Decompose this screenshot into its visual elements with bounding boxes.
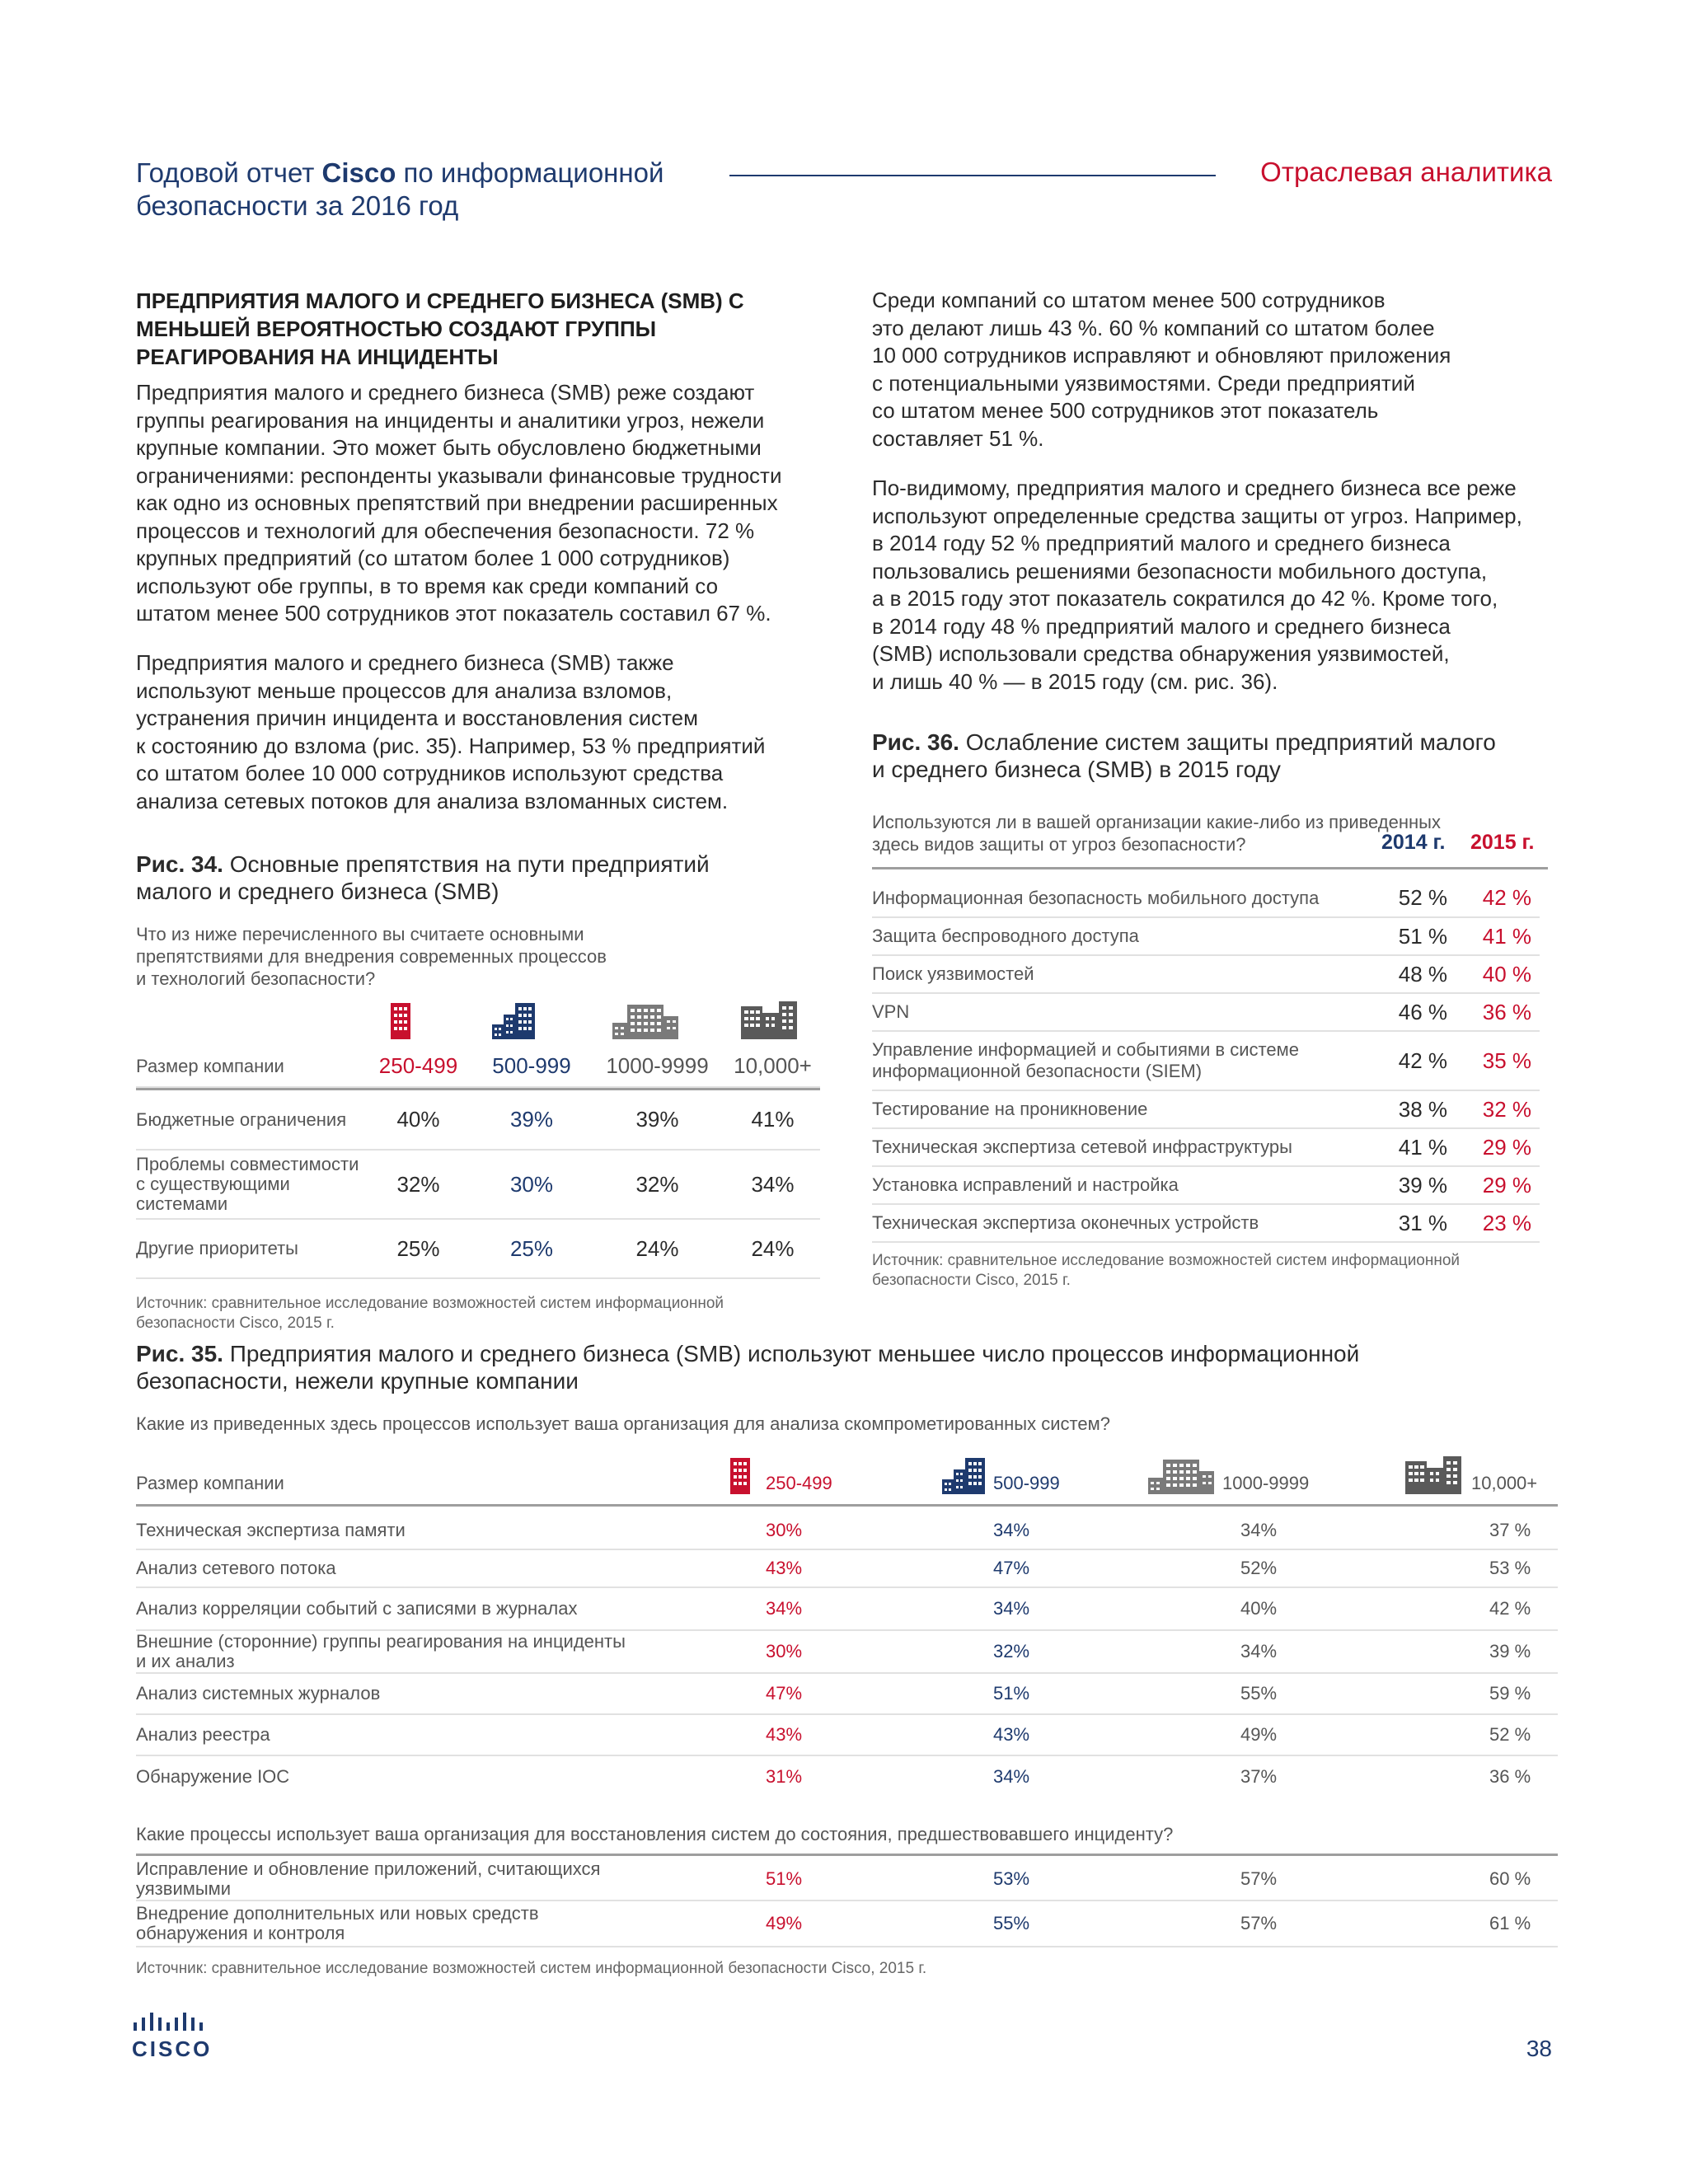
fig35-title — [136, 1340, 1558, 1394]
cell-value: 34% — [993, 1511, 1240, 1549]
row-label: Внешние (сторонние) группы реагирования на инциденты и их анализ — [136, 1630, 766, 1673]
left-paragraph-1: Предприятия малого и среднего бизнеса (SMB) реже создают группы реагирования на инциденты и аналитики угроз, нежели крупные компании. Это может быть обусловлено бюджетными ограничениями: респонденты указывали финансовые трудности как одно из основных препятствий при внедрении расширенных процессов и технологий для обеспечения безопасности. 72 % крупных предприятий (со штатом более 1 000 сотрудников) используют обе группы, в то время как среди компаний со штатом менее 500 сотрудников этот показатель составил 67 %. — [136, 380, 782, 626]
cell-value: 32% — [589, 1150, 725, 1219]
row-label: Анализ реестра — [136, 1714, 766, 1755]
row-label: Проблемы совместимости с существующими системами — [136, 1150, 363, 1219]
cell-value: 47% — [766, 1673, 993, 1714]
row-label: Обнаружение IOC — [136, 1765, 290, 1787]
fig34-number: Рис. 34. — [136, 851, 223, 877]
cisco-logo-text: CISCO — [132, 2036, 213, 2061]
row-label: Техническая экспертиза памяти — [136, 1511, 766, 1549]
cell-value: 53% — [993, 1858, 1240, 1900]
section-title: Отраслевая аналитика — [1260, 157, 1552, 187]
cell-value: 32% — [363, 1150, 474, 1219]
row-label: Техническая экспертиза оконечных устройств — [872, 1204, 1375, 1242]
table-row — [872, 1090, 1540, 1128]
value-2014: 48 % — [1375, 955, 1457, 993]
fig34-header-row — [136, 1046, 820, 1087]
table-row — [872, 1128, 1540, 1166]
fig34-col-1000-9999: 1000-9999 — [589, 1046, 725, 1087]
fig36-title — [872, 729, 1548, 783]
row-label: Внедрение дополнительных или новых средств обнаружения и контроля — [136, 1900, 766, 1947]
fig34-size-label: Размер компании — [136, 1046, 363, 1087]
fig35-header-rule — [136, 1504, 1558, 1507]
value-2015: 41 % — [1457, 917, 1540, 955]
cell-value: 39 % — [1489, 1630, 1558, 1673]
right-paragraph-2: По-видимому, предприятия малого и среднего бизнеса все реже используют определенные средства защиты от угроз. Например, в 2014 году 52 % предприятий малого и среднего бизнеса пользовались решениями безопасности мобильного доступа, а в 2015 году этот показатель сократился до 42 %. Кроме того, в 2014 году 48 % предприятий малого и среднего бизнеса (SMB) использовали средства обнаружения уязвимостей, и лишь 40 % — в 2015 году (см. рис. 36). — [872, 476, 1522, 694]
cell-value: 49% — [766, 1900, 993, 1947]
fig34-title-line1: Основные препятствия на пути предприятий — [223, 851, 710, 877]
fig36-question: Используются ли в вашей организации какие-либо из приведенных здесь видов защиты от угроз безопасности? — [872, 812, 1441, 855]
building-medium-icon — [942, 1458, 985, 1494]
fig36-source: Источник: сравнительное исследование возможностей систем информационной безопасности Cisco, 2015 г. — [872, 1252, 1461, 1289]
row-label: Техническая экспертиза сетевой инфраструктуры — [872, 1128, 1375, 1166]
title-brand: Cisco — [321, 157, 396, 188]
cell-value: 60 % — [1489, 1858, 1558, 1900]
header-divider — [729, 175, 1216, 176]
cell-value: 39% — [474, 1090, 589, 1150]
cell-value: 47% — [993, 1549, 1240, 1587]
fig35-question-2: Какие процессы использует ваша организация для восстановления систем до состояния, предшествовавшего инциденту? — [136, 1824, 1174, 1844]
table-row — [136, 1511, 1558, 1549]
cell-value: 31% — [766, 1765, 803, 1787]
value-2015: 40 % — [1457, 955, 1540, 993]
left-paragraph-2: Предприятия малого и среднего бизнеса (SMB) также используют меньше процессов для анализа взломов, устранения причин инцидента и восстановления систем к состоянию до взлома (рис. 35). Например, 53 % предприятий со штатом более 10 000 сотрудников используют средства анализа сетевых потоков для анализа взломанных систем. — [136, 650, 766, 813]
value-2015: 36 % — [1457, 993, 1540, 1031]
fig35-table-2 — [136, 1858, 1558, 1947]
cell-value: 51% — [766, 1858, 993, 1900]
title-text-2: по информационной — [396, 157, 664, 188]
value-2015: 35 % — [1457, 1031, 1540, 1090]
fig34-col-250-499: 250-499 — [363, 1046, 474, 1087]
fig35-question-1: Какие из приведенных здесь процессов использует ваша организация для анализа скомпрометированных систем? — [136, 1413, 1110, 1434]
cell-value: 39% — [589, 1090, 725, 1150]
value-2014: 41 % — [1375, 1128, 1457, 1166]
cell-value: 53 % — [1489, 1549, 1558, 1587]
table-row — [136, 1630, 1558, 1673]
cell-value: 36 % — [1489, 1765, 1531, 1787]
row-label: Исправление и обновление приложений, считающихся уязвимыми — [136, 1858, 766, 1900]
cell-value: 34% — [993, 1587, 1240, 1630]
fig35-title-line1: Предприятия малого и среднего бизнеса (SMB) используют меньшее число процессов информационной — [223, 1341, 1360, 1366]
cell-value: 34% — [993, 1765, 1030, 1787]
fig36-table — [872, 879, 1540, 1243]
table-row — [136, 1714, 1558, 1755]
row-label: Информационная безопасность мобильного доступа — [872, 879, 1375, 917]
cell-value: 52 % — [1489, 1714, 1558, 1755]
table-row — [872, 1204, 1540, 1242]
cell-value: 55% — [1240, 1673, 1489, 1714]
value-2014: 51 % — [1375, 917, 1457, 955]
cell-value: 59 % — [1489, 1673, 1558, 1714]
fig34-col-10000: 10,000+ — [725, 1046, 820, 1087]
fig34 — [136, 851, 845, 1333]
fig35 — [136, 1340, 1558, 1979]
cell-value: 51% — [993, 1673, 1240, 1714]
cisco-bridge-icon — [132, 2011, 211, 2032]
building-xlarge-icon — [1405, 1456, 1461, 1494]
cell-value: 40% — [363, 1090, 474, 1150]
value-2015: 42 % — [1457, 879, 1540, 917]
cell-value: 32% — [993, 1630, 1240, 1673]
value-2014: 31 % — [1375, 1204, 1457, 1242]
table-row — [872, 955, 1540, 993]
fig34-question: Что из ниже перечисленного вы считаете основными препятствиями для внедрения современных процессов и технологий безопасности? — [136, 924, 607, 989]
building-xlarge-icon — [741, 1001, 797, 1039]
fig35-size-label: Размер компании — [136, 1473, 284, 1493]
cell-value: 34% — [725, 1150, 820, 1219]
cell-value: 37 % — [1489, 1511, 1558, 1549]
table-row — [136, 1587, 1558, 1630]
value-2014: 39 % — [1375, 1166, 1457, 1204]
cell-value: 61 % — [1489, 1900, 1558, 1947]
fig36-number: Рис. 36. — [872, 729, 959, 755]
fig35-col-250-499: 250-499 — [766, 1473, 832, 1493]
fig35-col-500-999: 500-999 — [993, 1473, 1060, 1493]
cell-value: 34% — [1240, 1511, 1489, 1549]
cell-value: 40% — [1240, 1587, 1489, 1630]
fig35-col-1000-9999: 1000-9999 — [1222, 1473, 1310, 1493]
fig34-col-500-999: 500-999 — [474, 1046, 589, 1087]
cell-value: 42 % — [1489, 1587, 1558, 1630]
value-2014: 46 % — [1375, 993, 1457, 1031]
cell-value: 30% — [766, 1630, 993, 1673]
fig35-question2-rule — [136, 1854, 1558, 1856]
cell-value: 34% — [1240, 1630, 1489, 1673]
row-label: Анализ корреляции событий с записями в журналах — [136, 1587, 766, 1630]
fig35-number: Рис. 35. — [136, 1341, 223, 1366]
row-label: Бюджетные ограничения — [136, 1090, 363, 1150]
fig35-title-line2: безопасности, нежели крупные компании — [136, 1368, 579, 1394]
row-label: VPN — [872, 993, 1375, 1031]
row-label: Анализ сетевого потока — [136, 1549, 766, 1587]
fig35-col-10000: 10,000+ — [1471, 1473, 1538, 1493]
cell-value: 25% — [363, 1219, 474, 1278]
table-row — [872, 879, 1540, 917]
fig36-title-line1: Ослабление систем защиты предприятий малого — [959, 729, 1496, 755]
row-label: Защита беспроводного доступа — [872, 917, 1375, 955]
table-row — [136, 1673, 1558, 1714]
table-row — [872, 1166, 1540, 1204]
cisco-logo — [132, 2011, 212, 2062]
fig35-source: Источник: сравнительное исследование возможностей систем информационной безопасности Cisco, 2015 г. — [136, 1960, 927, 1977]
value-2015: 32 % — [1457, 1090, 1540, 1128]
value-2015: 29 % — [1457, 1128, 1540, 1166]
cell-value: 55% — [993, 1900, 1240, 1947]
row-label: Анализ системных журналов — [136, 1673, 766, 1714]
cell-value: 34% — [766, 1587, 993, 1630]
table-row — [136, 1858, 1558, 1900]
table-row — [136, 1150, 820, 1219]
row-label: Поиск уязвимостей — [872, 955, 1375, 993]
fig36-year-2014: 2014 г. — [1381, 831, 1446, 854]
fig36-header — [872, 811, 1548, 859]
table-row — [872, 993, 1540, 1031]
cell-value: 30% — [474, 1150, 589, 1219]
fig36 — [872, 729, 1548, 1291]
row-label: Другие приоритеты — [136, 1219, 363, 1278]
table-row — [872, 1031, 1540, 1090]
value-2015: 23 % — [1457, 1204, 1540, 1242]
row-label: Управление информацией и событиями в системе информационной безопасности (SIEM) — [872, 1031, 1375, 1090]
building-large-icon — [612, 1005, 678, 1039]
building-small-icon — [390, 1001, 411, 1039]
cell-value: 25% — [474, 1219, 589, 1278]
cell-value: 57% — [1240, 1858, 1489, 1900]
cell-value: 43% — [766, 1714, 993, 1755]
cell-value: 24% — [725, 1219, 820, 1278]
fig36-title-line2: и среднего бизнеса (SMB) в 2015 году — [872, 757, 1281, 782]
table-row — [136, 1090, 820, 1150]
building-small-icon — [729, 1456, 751, 1494]
title-line-2: безопасности за 2016 год — [136, 190, 459, 221]
table-row — [136, 1900, 1558, 1947]
fig36-header-rule — [872, 867, 1548, 869]
row-label: Тестирование на проникновение — [872, 1090, 1375, 1128]
fig34-icons — [136, 1001, 845, 1043]
building-large-icon — [1148, 1460, 1214, 1494]
cell-value: 43% — [766, 1549, 993, 1587]
cell-value: 57% — [1240, 1900, 1489, 1947]
value-2014: 38 % — [1375, 1090, 1457, 1128]
cell-value: 24% — [589, 1219, 725, 1278]
table-row — [872, 917, 1540, 955]
building-medium-icon — [492, 1003, 535, 1039]
fig34-source: Источник: сравнительное исследование возможностей систем информационной безопасности Cisco, 2015 г. — [136, 1295, 724, 1332]
value-2014: 42 % — [1375, 1031, 1457, 1090]
row-label: Установка исправлений и настройка — [872, 1166, 1375, 1204]
value-2014: 52 % — [1375, 879, 1457, 917]
cell-value: 37% — [1240, 1765, 1278, 1787]
table-row — [136, 1755, 1558, 1797]
value-2015: 29 % — [1457, 1166, 1540, 1204]
cell-value: 41% — [725, 1090, 820, 1150]
report-title — [136, 157, 729, 223]
title-text: Годовой отчет — [136, 157, 322, 188]
page-number: 38 — [1526, 2036, 1552, 2061]
fig34-title — [136, 851, 845, 905]
fig34-title-line2: малого и среднего бизнеса (SMB) — [136, 879, 499, 904]
cell-value: 52% — [1240, 1549, 1489, 1587]
cell-value: 30% — [766, 1511, 993, 1549]
right-paragraph-1: Среди компаний со штатом менее 500 сотрудников это делают лишь 43 %. 60 % компаний со штатом более 10 000 сотрудников исправляют и обновляют приложения с потенциальными уязвимостями. Среди предприятий со штатом менее 500 сотрудников этот показатель составляет 51 %. — [872, 288, 1451, 451]
fig35-header — [136, 1456, 1558, 1499]
section-heading: ПРЕДПРИЯТИЯ МАЛОГО И СРЕДНЕГО БИЗНЕСА (SMB) С МЕНЬШЕЙ ВЕРОЯТНОСТЬЮ СОЗДАЮТ ГРУППЫ РЕАГИРОВАНИЯ НА ИНЦИДЕНТЫ — [136, 288, 744, 369]
fig34-table — [136, 1046, 820, 1279]
fig35-table-1 — [136, 1511, 1558, 1797]
cell-value: 43% — [993, 1714, 1240, 1755]
table-row — [136, 1549, 1558, 1587]
cell-value: 49% — [1240, 1714, 1489, 1755]
table-row — [136, 1219, 820, 1278]
fig36-year-2015: 2015 г. — [1470, 831, 1535, 854]
